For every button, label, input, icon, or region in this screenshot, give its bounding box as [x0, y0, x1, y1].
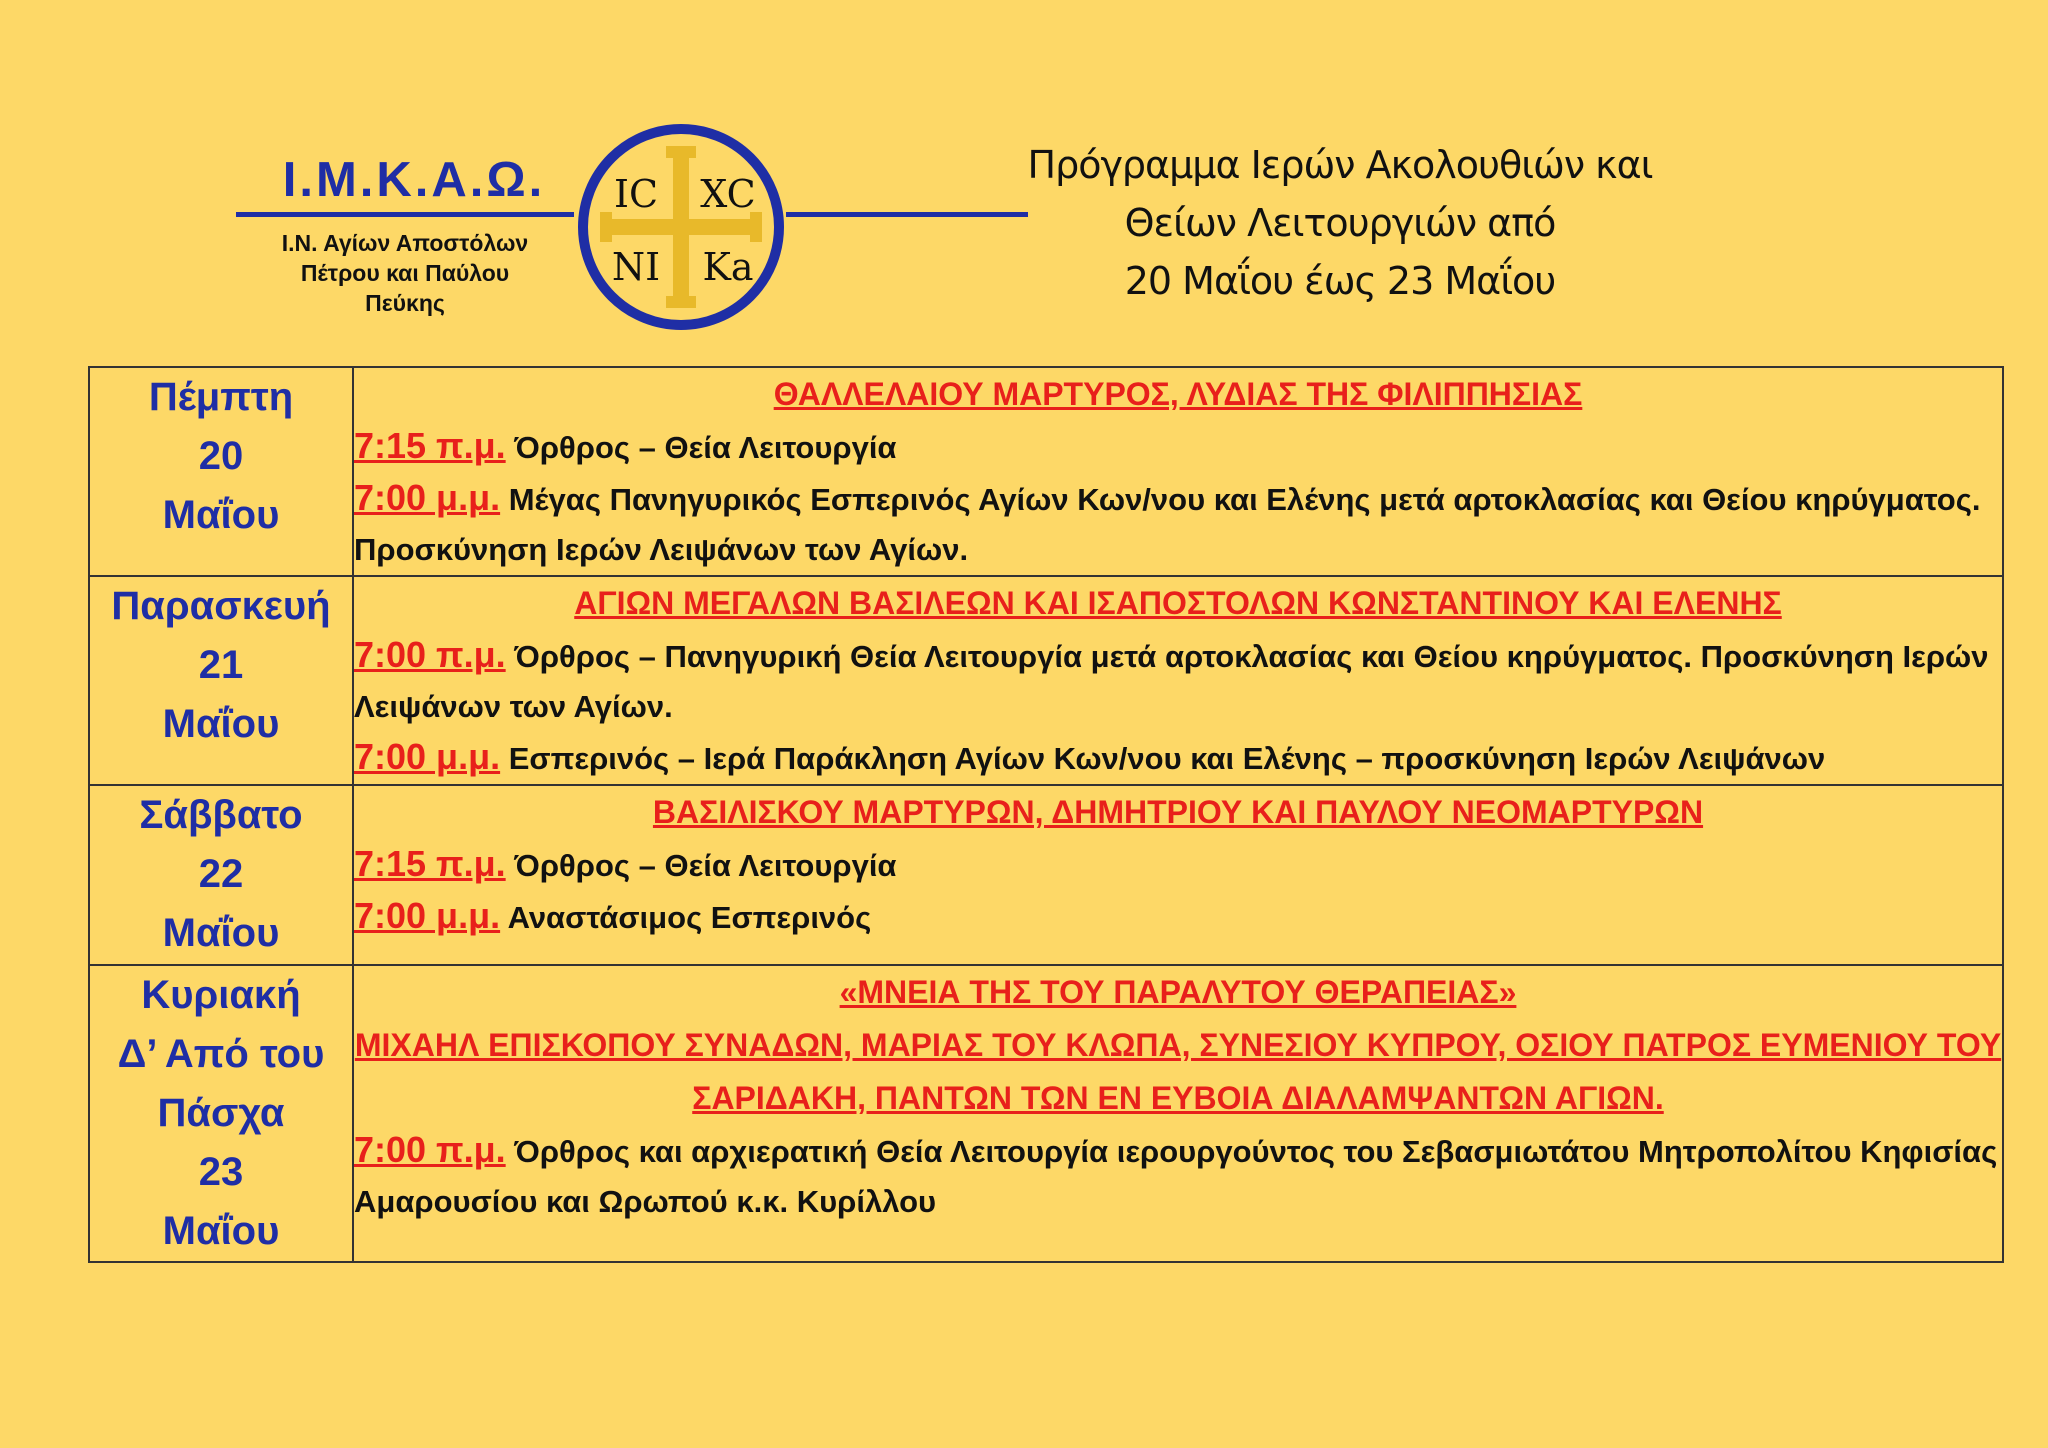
- service-time: 7:00 μ.μ.: [354, 895, 501, 936]
- service-entry: [354, 732, 2002, 784]
- day-label-line: Μαΐου: [162, 702, 280, 746]
- service-entry: [354, 1125, 2002, 1227]
- service-entry: [354, 839, 2002, 891]
- service-description: Μέγας Πανηγυρικός Εσπερινός Αγίων Κων/νου και Ελένης μετά αρτοκλασίας και Θείου κηρύγματος. Προσκύνηση Ιερών Λειψάνων των Αγίων.: [354, 482, 1981, 567]
- feast-title: ΜΙΧΑΗΛ ΕΠΙΣΚΟΠΟΥ ΣΥΝΑΔΩΝ, ΜΑΡΙΑΣ ΤΟΥ ΚΛΩΠΑ, ΣΥΝΕΣΙΟΥ ΚΥΠΡΟΥ, ΟΣΙΟΥ ΠΑΤΡΟΣ ΕΥΜΕΝΙΟΥ ΤΟΥ ΣΑΡΙΔΑΚΗ, ΠΑΝΤΩΝ ΤΩΝ ΕΝ ΕΥΒΟΙΑ ΔΙΑΛΑΜΨΑΝΤΩΝ ΑΓΙΩΝ.: [354, 1027, 2002, 1116]
- service-time: 7:00 μ.μ.: [354, 477, 501, 518]
- day-label-line: Σάββατο: [139, 793, 303, 837]
- schedule-row: [89, 965, 2003, 1262]
- schedule-row: [89, 785, 2003, 965]
- seal-ka: Ka: [702, 245, 754, 289]
- day-label-line: Κυριακή: [141, 973, 301, 1017]
- service-time: 7:15 π.μ.: [354, 425, 506, 466]
- day-label-line: Πάσχα: [157, 1091, 285, 1135]
- service-description: Όρθρος και αρχιερατική Θεία Λειτουργία ιερουργούντος του Σεβασμιωτάτου Μητροπολίτου Κηφισίας Αμαρουσίου και Ωρωπού κ.κ. Κυρίλλου: [354, 1134, 1998, 1219]
- day-label-line: Μαΐου: [162, 493, 280, 537]
- feast-title: «ΜΝΕΙΑ ΤΗΣ ΤΟΥ ΠΑΡΑΛΥΤΟΥ ΘΕΡΑΠΕΙΑΣ»: [839, 974, 1517, 1010]
- day-label-line: 22: [198, 852, 244, 896]
- day-cell: [89, 965, 353, 1262]
- logo-line-1: Ι.Ν. Αγίων Αποστόλων: [281, 230, 529, 256]
- service-entry: [354, 421, 2002, 473]
- service-entry: [354, 473, 2002, 575]
- service-entry: [354, 891, 2002, 943]
- service-description: Εσπερινός – Ιερά Παράκληση Αγίων Κων/νου και Ελένης – προσκύνηση Ιερών Λειψάνων: [508, 741, 1826, 776]
- seal-ic: IC: [613, 172, 659, 216]
- day-label-line: 23: [198, 1150, 244, 1194]
- service-description: Όρθρος – Θεία Λειτουργία: [514, 430, 897, 465]
- schedule-table: [88, 366, 2004, 1263]
- logo-line-3: Πεύκης: [365, 290, 445, 316]
- day-label-line: Δ’ Από του: [117, 1032, 325, 1076]
- seal-xc: XC: [700, 172, 756, 216]
- logo-line-2: Πέτρου και Παύλου: [300, 260, 510, 286]
- service-description: Όρθρος – Θεία Λειτουργία: [514, 848, 897, 883]
- schedule-row: [89, 367, 2003, 576]
- page-title: [920, 136, 1760, 310]
- title-line-1: Πρόγραμμα Ιερών Ακολουθιών και: [1027, 143, 1653, 187]
- feast-title: ΑΓΙΩΝ ΜΕΓΑΛΩΝ ΒΑΣΙΛΕΩΝ ΚΑΙ ΙΣΑΠΟΣΤΟΛΩΝ ΚΩΝΣΤΑΝΤΙΝΟΥ ΚΑΙ ΕΛΕΝΗΣ: [574, 585, 1782, 621]
- service-time: 7:00 μ.μ.: [354, 736, 501, 777]
- service-time: 7:00 π.μ.: [354, 634, 506, 675]
- logo-rule: [236, 212, 574, 217]
- service-description: Αναστάσιμος Εσπερινός: [507, 900, 872, 935]
- icxc-nika-seal-icon: [576, 122, 786, 332]
- feast-title: ΘΑΛΛΕΛΑΙΟΥ ΜΑΡΤΥΡΟΣ, ΛΥΔΙΑΣ ΤΗΣ ΦΙΛΙΠΠΗΣΙΑΣ: [773, 376, 1583, 412]
- day-label-line: Παρασκευή: [111, 584, 331, 628]
- service-time: 7:15 π.μ.: [354, 843, 506, 884]
- schedule-row: [89, 576, 2003, 785]
- day-cell: [89, 367, 353, 576]
- service-description: Όρθρος – Πανηγυρική Θεία Λειτουργία μετά αρτοκλασίας και Θείου κηρύγματος. Προσκύνηση Ιερών Λειψάνων των Αγίων.: [354, 639, 1989, 724]
- title-line-2: Θείων Λειτουργιών από: [1124, 201, 1556, 245]
- events-cell: [353, 785, 2003, 965]
- day-label-line: Μαΐου: [162, 1209, 280, 1253]
- day-cell: [89, 576, 353, 785]
- day-label-line: Μαΐου: [162, 911, 280, 955]
- day-label-line: Πέμπτη: [148, 375, 294, 419]
- logo-subtitle: [244, 228, 566, 318]
- feast-title: ΒΑΣΙΛΙΣΚΟΥ ΜΑΡΤΥΡΩΝ, ΔΗΜΗΤΡΙΟΥ ΚΑΙ ΠΑΥΛΟΥ ΝΕΟΜΑΡΤΥΡΩΝ: [652, 794, 1704, 830]
- seal-ni: NI: [611, 245, 661, 289]
- title-line-3: 20 Μαΐου έως 23 Μαΐου: [1124, 259, 1556, 303]
- logo: [236, 122, 796, 332]
- service-time: 7:00 π.μ.: [354, 1129, 506, 1170]
- events-cell: [353, 367, 2003, 576]
- events-cell: [353, 965, 2003, 1262]
- events-cell: [353, 576, 2003, 785]
- day-label-line: 20: [198, 434, 244, 478]
- service-entry: [354, 630, 2002, 732]
- logo-title: Ι.Μ.Κ.Α.Ω.: [282, 153, 546, 207]
- day-cell: [89, 785, 353, 965]
- day-label-line: 21: [198, 643, 244, 687]
